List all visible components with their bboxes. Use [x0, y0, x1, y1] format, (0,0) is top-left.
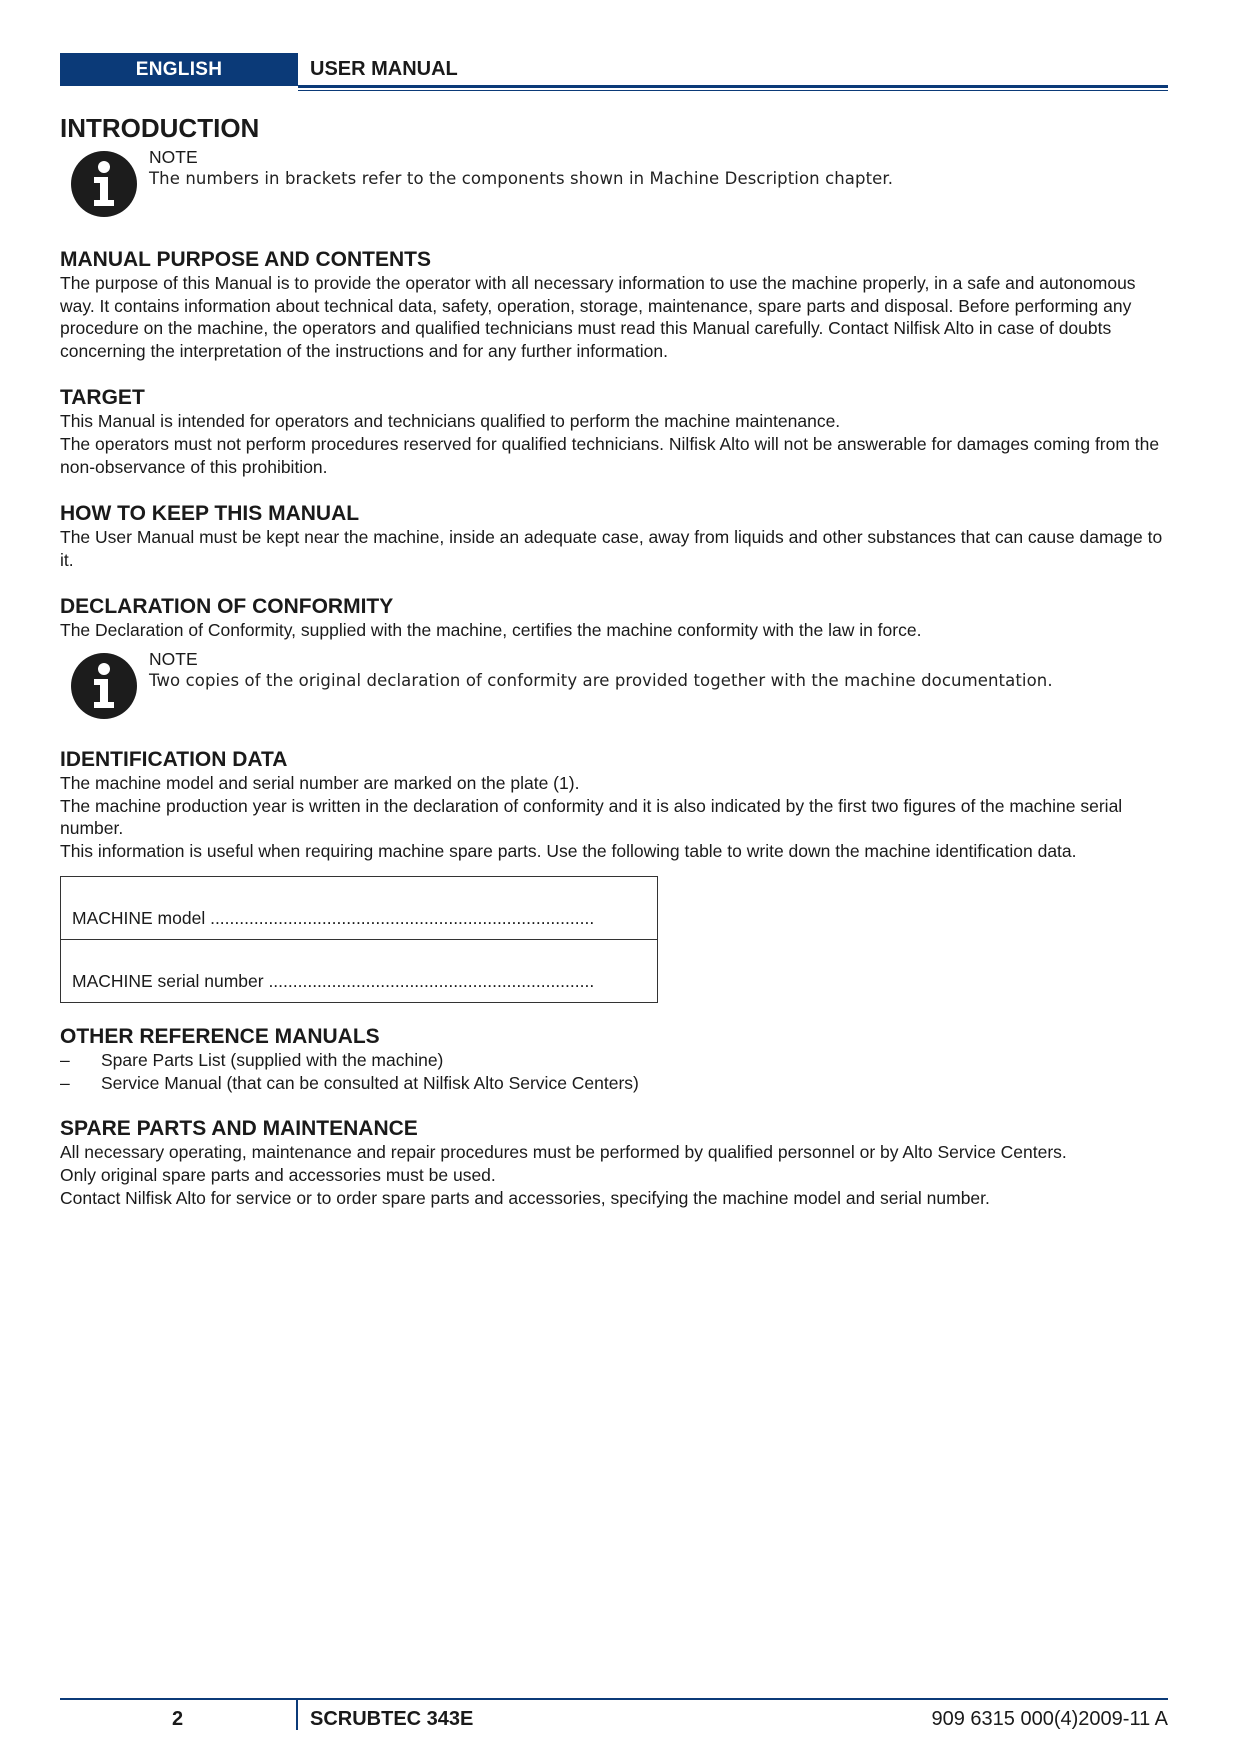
identification-text-3: This information is useful when requiring machine spare parts. Use the following table to write down the machine identification data. — [60, 840, 1077, 861]
identification-text-2: The machine production year is written in the declaration of conformity and it is also indicated by the first two figures of the machine serial number. — [60, 795, 1123, 839]
header-rule-thin — [298, 90, 1168, 91]
section-other-manuals — [60, 1025, 1170, 1095]
header-rule — [298, 85, 1168, 88]
conformity-text: The Declaration of Conformity, supplied with the machine, certifies the machine conformity with the law in force. — [60, 620, 922, 641]
section-title-introduction: INTRODUCTION — [60, 113, 260, 143]
list-item — [60, 1072, 1170, 1095]
section-title-other-manuals: OTHER REFERENCE MANUALS — [60, 1025, 380, 1049]
table-row — [61, 940, 658, 1003]
section-title-target: TARGET — [60, 386, 145, 410]
section-identification — [60, 748, 1170, 1003]
keep-text: The User Manual must be kept near the machine, inside an adequate case, away from liquids and other substances that can cause damage to it. — [60, 527, 1163, 570]
info-icon — [70, 652, 138, 720]
machine-serial-field: MACHINE serial number ................................................................... — [61, 940, 658, 1003]
identification-text-1: The machine model and serial number are marked on the plate (1). — [60, 772, 580, 793]
note-label: NOTE — [149, 648, 198, 669]
target-text-1: This Manual is intended for operators and technicians qualified to perform the machine maintenance. — [60, 411, 841, 432]
machine-model-name: SCRUBTEC 343E — [310, 1708, 474, 1730]
list-item-text: Spare Parts List (supplied with the machine) — [101, 1050, 444, 1071]
list-dash: – — [60, 1050, 70, 1071]
footer-rule — [60, 1698, 1168, 1700]
note-text: Two copies of the original declaration of conformity are provided together with the machine documentation. — [149, 670, 1053, 690]
section-title-purpose: MANUAL PURPOSE AND CONTENTS — [60, 248, 432, 271]
list-dash: – — [60, 1073, 70, 1094]
target-text-2: The operators must not perform procedures reserved for qualified technicians. Nilfisk Alto will not be answerable for damages coming from the non-observance of this prohibition. — [60, 433, 1160, 477]
document-type: USER MANUAL — [310, 58, 458, 80]
page-header — [60, 53, 1168, 87]
section-conformity — [60, 595, 1170, 720]
info-icon — [70, 150, 138, 218]
table-row — [61, 877, 658, 940]
identification-table — [60, 876, 658, 1003]
spare-text-3: Contact Nilfisk Alto for service or to order spare parts and accessories, specifying the machine model and serial number. — [60, 1187, 990, 1208]
note-introduction — [60, 146, 1170, 218]
list-item-text: Service Manual (that can be consulted at Nilfisk Alto Service Centers) — [101, 1073, 639, 1094]
list-item — [60, 1049, 1170, 1072]
section-keep — [60, 502, 1170, 571]
document-code: 909 6315 000(4)2009-11 A — [931, 1708, 1168, 1730]
section-spare-parts — [60, 1117, 1170, 1209]
section-title-keep: HOW TO KEEP THIS MANUAL — [60, 502, 360, 526]
purpose-text: The purpose of this Manual is to provide the operator with all necessary information to use the machine properly, in a safe and autonomous way. It contains information about technical data, safety, operation, storage, maintenance, spare parts and disposal. Before performing any procedure on the machine, the operators and qualified technicians must read this Manual carefully. Contact Nilfisk Alto in case of doubts concerning the interpretation of the instructions and for any further information. — [60, 273, 1136, 361]
note-text: The numbers in brackets refer to the components shown in Machine Description chapter. — [149, 169, 894, 188]
section-purpose — [60, 248, 1170, 362]
machine-model-field: MACHINE model ............................................................................... — [72, 908, 595, 929]
language-label: ENGLISH — [60, 53, 298, 86]
page-number: 2 — [172, 1708, 184, 1730]
page-footer — [60, 1698, 1168, 1732]
note-label: NOTE — [149, 147, 198, 167]
section-title-identification: IDENTIFICATION DATA — [60, 747, 288, 771]
section-target — [60, 386, 1170, 478]
spare-text-2: Only original spare parts and accessories must be used. — [60, 1164, 496, 1185]
note-conformity — [60, 648, 1170, 720]
section-title-conformity: DECLARATION OF CONFORMITY — [60, 595, 394, 619]
spare-text-1: All necessary operating, maintenance and repair procedures must be performed by qualified personnel or by Alto Service Centers. — [60, 1142, 1067, 1163]
section-title-spare-parts: SPARE PARTS AND MAINTENANCE — [60, 1117, 418, 1141]
footer-separator — [296, 1700, 298, 1730]
page-content — [60, 112, 1170, 1209]
